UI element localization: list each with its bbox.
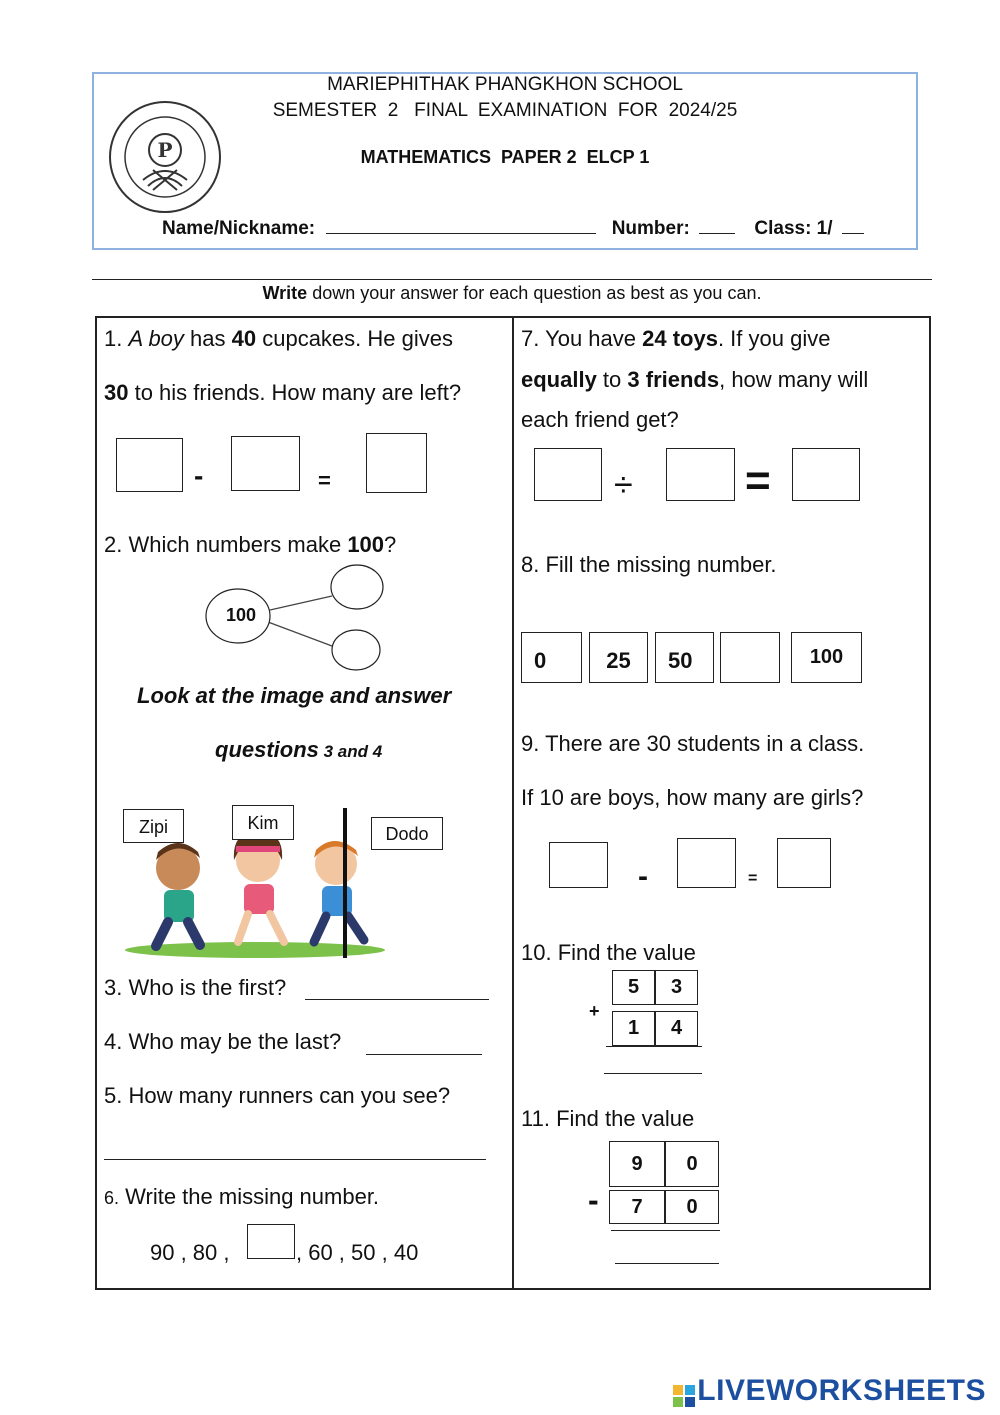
q10-bottom-tens: 1 (612, 1011, 655, 1046)
column-divider (512, 316, 514, 1290)
exam-title: SEMESTER 2 FINAL EXAMINATION FOR 2024/25 (272, 100, 738, 121)
q9-line2: If 10 are boys, how many are girls? (521, 785, 864, 810)
q9-answer-box-1[interactable] (549, 842, 608, 888)
q7-answer-box-1[interactable] (534, 448, 602, 501)
q6-question: 6. Write the missing number. (104, 1184, 380, 1209)
q10-sum-line (606, 1046, 702, 1047)
subject-title: MATHEMATICS PAPER 2 ELCP 1 (360, 147, 650, 167)
q7-equals-sign: = (745, 456, 771, 505)
q7-line2: equally to 3 friends, how many will (521, 367, 869, 392)
school-seal-icon (108, 100, 222, 214)
liveworksheets-logo[interactable]: LIVEWORKSHEETS (673, 1374, 986, 1408)
q1-equals: = (318, 468, 331, 493)
q8-question: 8. Fill the missing number. (521, 552, 777, 577)
school-name: MARIEPHITHAK PHANGKHON SCHOOL (327, 74, 683, 95)
svg-text:P: P (157, 138, 173, 162)
q5-answer-line[interactable] (104, 1159, 486, 1160)
q11-top-tens: 9 (609, 1141, 665, 1187)
q5-question: 5. How many runners can you see? (104, 1083, 451, 1108)
runner-label-dodo: Dodo (371, 817, 443, 850)
q2-answer-circle-1 (331, 565, 383, 609)
q1-line1: 1. A boy has 40 cupcakes. He gives (104, 326, 453, 351)
q1-line2: 30 to his friends. How many are left? (104, 380, 462, 405)
q11-answer-line[interactable] (615, 1263, 719, 1264)
q10-answer-line[interactable] (604, 1073, 702, 1074)
name-label: Name/Nickname: (162, 218, 316, 239)
q10-bottom-ones: 4 (655, 1011, 698, 1046)
q1-answer-box-3[interactable] (366, 433, 427, 493)
q10-plus: + (589, 1001, 600, 1021)
q2-bubble-label: 100 (226, 605, 257, 625)
q8-cell-25: 25 (589, 632, 648, 683)
q7-answer-box-3[interactable] (792, 448, 860, 501)
q3-question: 3. Who is the first? (104, 975, 287, 1000)
q10-question: 10. Find the value (521, 940, 696, 965)
q10-top-ones: 3 (655, 970, 698, 1005)
q7-answer-box-2[interactable] (666, 448, 735, 501)
q11-minus: - (588, 1182, 599, 1218)
look-instruction-line1: Look at the image and answer (137, 683, 452, 708)
q11-top-ones: 0 (665, 1141, 719, 1187)
q6-answer-box[interactable] (247, 1224, 295, 1259)
q4-question: 4. Who may be the last? (104, 1029, 342, 1054)
q1-minus: - (194, 460, 204, 491)
runner-label-kim: Kim (232, 805, 294, 840)
name-blank[interactable] (326, 233, 596, 234)
q9-line1: 9. There are 30 students in a class. (521, 731, 865, 756)
number-label: Number: (611, 218, 690, 239)
q9-minus: - (638, 860, 648, 893)
q6-sequence-start: 90 , 80 , (150, 1240, 230, 1265)
q8-cell-100: 100 (791, 632, 862, 683)
q11-bottom-tens: 7 (609, 1190, 665, 1224)
instruction: Write down your answer for each question as best as you can. (262, 283, 762, 303)
q2-answer-circle-2 (332, 630, 380, 670)
student-info-row (162, 218, 864, 240)
liveworksheets-icon (673, 1381, 695, 1403)
q11-question: 11. Find the value (521, 1106, 695, 1131)
q8-cell-0: 0 (521, 632, 582, 683)
look-instruction-line2: questions 3 and 4 (215, 737, 383, 762)
q1-answer-box-1[interactable] (116, 438, 183, 492)
number-blank[interactable] (699, 233, 735, 234)
q10-top-tens: 5 (612, 970, 655, 1005)
q11-difference-line (611, 1230, 720, 1231)
header-rule (92, 279, 932, 280)
q6-sequence-end: , 60 , 50 , 40 (296, 1240, 419, 1265)
q7-line1: 7. You have 24 toys. If you give (521, 326, 831, 351)
q7-divide-sign: ÷ (614, 466, 633, 504)
q9-answer-box-2[interactable] (677, 838, 736, 888)
q8-cell-50: 50 (655, 632, 714, 683)
q2-question: 2. Which numbers make 100? (104, 532, 397, 557)
q7-line3: each friend get? (521, 407, 679, 432)
q9-answer-box-3[interactable] (777, 838, 831, 888)
q11-bottom-ones: 0 (665, 1190, 719, 1224)
runner-label-zipi: Zipi (123, 809, 184, 843)
q8-answer-box[interactable] (720, 632, 780, 683)
class-label: Class: 1/ (754, 218, 833, 239)
q1-answer-box-2[interactable] (231, 436, 300, 491)
q9-equals: = (748, 870, 758, 887)
q3-answer-line[interactable] (305, 999, 489, 1000)
q4-answer-line[interactable] (366, 1054, 482, 1055)
class-blank[interactable] (842, 233, 864, 234)
